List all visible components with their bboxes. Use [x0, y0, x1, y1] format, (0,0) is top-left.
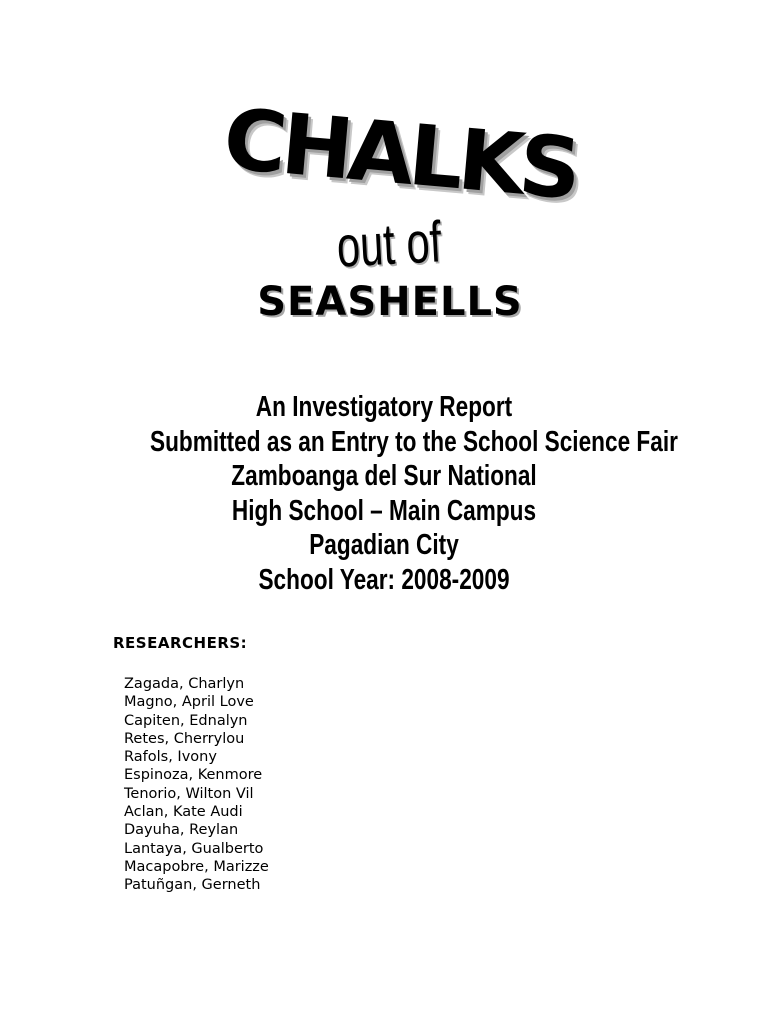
researcher-name: Patuñgan, Gerneth [124, 877, 261, 894]
subtitle-line: High School – Main Campus [231, 494, 537, 527]
subtitle-line: An Investigatory Report [255, 391, 513, 423]
subtitle-line: Zamboanga del Sur National [231, 460, 537, 492]
researcher-name: Magno, April Love [124, 694, 254, 711]
title-word-out-of: out of [335, 209, 443, 280]
researcher-name: Capiten, Ednalyn [124, 712, 248, 729]
subtitle-line: Submitted as an Entry to the School Science Fair [150, 425, 678, 458]
subtitle-line: Pagadian City [309, 529, 459, 561]
title-word-seashells: SEASHELLS [257, 279, 523, 325]
researcher-name: Lantaya, Gualberto [124, 840, 264, 857]
researcher-name: Retes, Cherrylou [124, 730, 245, 747]
researchers-heading: RESEARCHERS: [113, 634, 248, 652]
title-word-chalks: CHALKS [219, 89, 581, 219]
subtitle-block [84, 390, 684, 597]
researcher-name: Tenorio, Wilton Vil [124, 785, 254, 802]
researcher-name: Macapobre, Marizze [124, 858, 269, 875]
researcher-name: Espinoza, Kenmore [124, 767, 263, 784]
researcher-name: Dayuha, Reylan [124, 822, 239, 839]
researcher-name: Aclan, Kate Audi [124, 804, 243, 821]
subtitle-line: School Year: 2008-2009 [258, 563, 510, 596]
researcher-name: Zagada, Charlyn [124, 676, 245, 692]
researcher-list [124, 675, 269, 895]
researcher-name: Rafols, Ivony [124, 749, 217, 766]
